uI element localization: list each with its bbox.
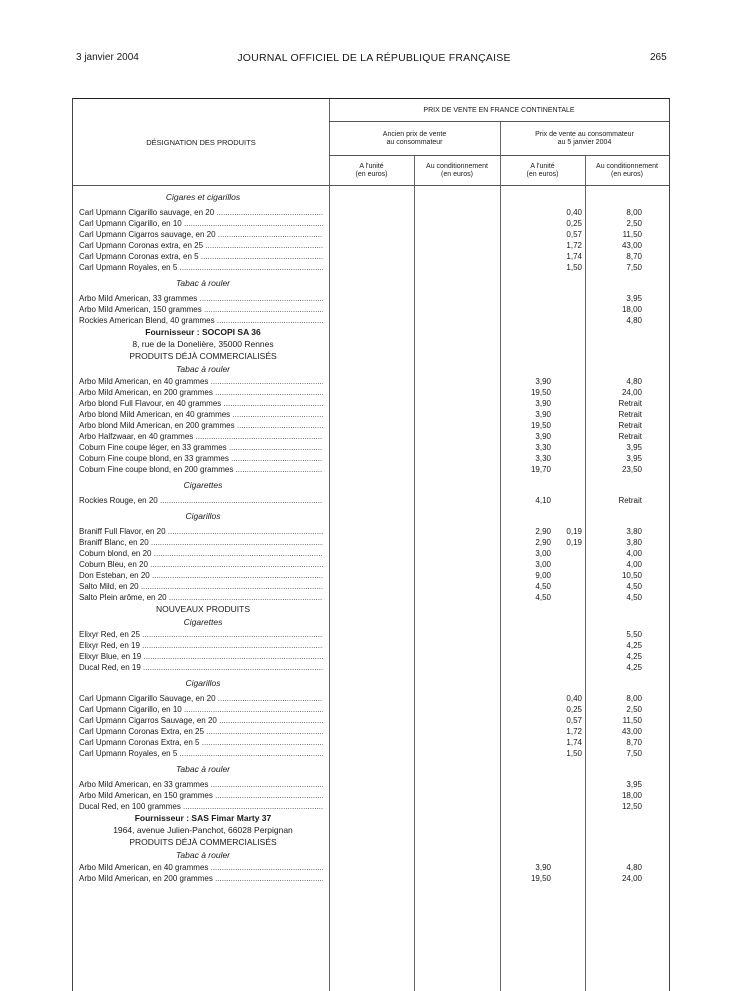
ancien-cond-value: 4,10 — [535, 496, 551, 505]
product-name: Braniff Full Flavor, en 20 ..... — [79, 526, 323, 537]
table-row — [73, 262, 669, 273]
product-name: Arbo Mild American, 33 grammes ..... — [79, 293, 323, 304]
header-rule-3 — [73, 185, 669, 186]
nouveau-cond-value: 4,25 — [626, 641, 642, 650]
cond-label: Au conditionnement — [426, 163, 488, 170]
nouveau-cond-value: Retrait — [618, 421, 642, 430]
product-name: Rockies American Blend, 40 grammes ..... — [79, 315, 323, 326]
product-name: Coburn Bleu, en 20 ..... — [79, 559, 323, 570]
product-name: Arbo Mild American, en 40 grammes ..... — [79, 376, 323, 387]
table-row — [73, 737, 669, 748]
table-row — [73, 862, 669, 873]
nouveau-cond-value: Retrait — [618, 410, 642, 419]
product-name: Carl Upmann Coronas Extra, en 25 ..... — [79, 726, 323, 737]
table-row — [73, 495, 669, 506]
ancien-cond-value: 3,90 — [535, 863, 551, 872]
nouveau-cond-value: 12,50 — [621, 802, 642, 811]
header-prix-vente: PRIX DE VENTE EN FRANCE CONTINENTALE — [423, 107, 575, 114]
nouveau-unite-value: 1,72 — [566, 727, 582, 736]
header-ancien-unite — [329, 163, 414, 179]
nouveau-cond-value: 4,50 — [626, 593, 642, 602]
section-heading: PRODUITS DÉJÀ COMMERCIALISÉS — [129, 837, 277, 847]
product-name: Coburn Fine coupe blond, en 200 grammes ..... — [79, 464, 323, 475]
table-row — [73, 526, 669, 537]
product-name: Arbo Mild American, en 200 grammes ..... — [79, 873, 323, 884]
category-heading: Tabac à rouler — [175, 850, 231, 860]
ancien-cond-value: 19,50 — [530, 421, 551, 430]
product-name: Carl Upmann Cigarillo Sauvage, en 20 ..... — [79, 693, 323, 704]
nouveau-cond-value: 4,80 — [626, 316, 642, 325]
product-name: Don Esteban, en 20 ..... — [79, 570, 323, 581]
product-name: Carl Upmann Royales, en 5 ..... — [79, 262, 323, 273]
table-row — [73, 629, 669, 640]
product-name: Carl Upmann Coronas extra, en 5 ..... — [79, 251, 323, 262]
supplier-heading: Fournisseur : SOCOPI SA 36 — [145, 327, 261, 337]
product-name: Arbo blond Full Flavour, en 40 grammes ..... — [79, 398, 323, 409]
category-heading: Cigarillos — [185, 511, 221, 521]
product-name: Elixyr Red, en 25 ..... — [79, 629, 323, 640]
nouveau-cond-value: 18,00 — [621, 791, 642, 800]
table-row — [73, 651, 669, 662]
header-nouveau-line1: Prix de vente au consommateur — [535, 131, 634, 138]
nouveau-unite-value: 1,50 — [566, 749, 582, 758]
nouveau-cond-value: 23,50 — [621, 465, 642, 474]
nouveau-unite-value: 0,57 — [566, 716, 582, 725]
category-heading: Tabac à rouler — [175, 364, 231, 374]
product-name: Coburn blond, en 20 ..... — [79, 548, 323, 559]
unite-label: A l'unité — [530, 163, 555, 170]
nouveau-cond-value: 11,50 — [622, 230, 642, 239]
table-row — [73, 229, 669, 240]
nouveau-cond-value: 11,50 — [622, 716, 642, 725]
table-row — [73, 420, 669, 431]
product-name: Coburn Fine coupe léger, en 33 grammes ..... — [79, 442, 323, 453]
nouveau-unite-value: 0,19 — [566, 538, 582, 547]
ancien-cond-value: 9,00 — [535, 571, 551, 580]
nouveau-unite-value: 1,72 — [566, 241, 582, 250]
table-row — [73, 790, 669, 801]
nouveau-cond-value: 3,95 — [626, 780, 642, 789]
product-name: Carl Upmann Coronas extra, en 25 ..... — [79, 240, 323, 251]
table-row — [73, 581, 669, 592]
nouveau-cond-value: 4,25 — [626, 663, 642, 672]
nouveau-cond-value: 3,95 — [626, 443, 642, 452]
table-row — [73, 387, 669, 398]
header-ancien — [329, 131, 500, 147]
nouveau-cond-value: 2,50 — [626, 219, 642, 228]
header-ancien-cond — [414, 163, 500, 179]
supplier-heading: Fournisseur : SAS Fimar Marty 37 — [134, 813, 272, 823]
nouveau-unite-value: 0,40 — [566, 208, 582, 217]
ancien-cond-value: 3,90 — [535, 432, 551, 441]
product-name: Carl Upmann Cigarros Sauvage, en 20 ..... — [79, 715, 323, 726]
ancien-cond-value: 3,00 — [535, 560, 551, 569]
category-heading: Cigarettes — [183, 480, 223, 490]
category-heading: Cigares et cigarillos — [165, 192, 241, 202]
table-row — [73, 726, 669, 737]
table-row — [73, 640, 669, 651]
header-rule-1 — [329, 121, 669, 122]
category-heading: Tabac à rouler — [175, 278, 231, 288]
table-row — [73, 801, 669, 812]
nouveau-cond-value: Retrait — [618, 496, 642, 505]
ancien-cond-value: 4,50 — [535, 593, 551, 602]
table-row — [73, 779, 669, 790]
ancien-cond-value: 3,90 — [535, 399, 551, 408]
nouveau-cond-value: 4,80 — [626, 863, 642, 872]
product-name: Braniff Blanc, en 20 ..... — [79, 537, 323, 548]
table-row — [73, 293, 669, 304]
ancien-cond-value: 2,90 — [535, 527, 551, 536]
header-ancien-line2: au consommateur — [386, 139, 443, 146]
nouveau-cond-value: 18,00 — [621, 305, 642, 314]
table-row — [73, 748, 669, 759]
nouveau-cond-value: 5,50 — [626, 630, 642, 639]
nouveau-unite-value: 1,74 — [566, 252, 582, 261]
product-name: Carl Upmann Cigarillo sauvage, en 20 ..... — [79, 207, 323, 218]
table-row — [73, 240, 669, 251]
nouveau-cond-value: 10,50 — [621, 571, 642, 580]
table-row — [73, 207, 669, 218]
table-row — [73, 559, 669, 570]
product-name: Carl Upmann Cigarillo, en 10 ..... — [79, 218, 323, 229]
nouveau-unite-value: 0,25 — [566, 705, 582, 714]
nouveau-unite-value: 0,19 — [566, 527, 582, 536]
product-name: Salto Mild, en 20 ..... — [79, 581, 323, 592]
table-row — [73, 409, 669, 420]
cond-label: Au conditionnement — [596, 163, 658, 170]
nouveau-cond-value: 3,95 — [626, 454, 642, 463]
ancien-cond-value: 19,70 — [530, 465, 551, 474]
product-name: Carl Upmann Royales, en 5 ..... — [79, 748, 323, 759]
product-name: Carl Upmann Coronas Extra, en 5 ..... — [79, 737, 323, 748]
table-body — [73, 187, 669, 884]
section-heading: NOUVEAUX PRODUITS — [156, 604, 250, 614]
nouveau-unite-value: 0,57 — [566, 230, 582, 239]
nouveau-cond-value: 8,70 — [626, 252, 642, 261]
nouveau-cond-value: Retrait — [618, 432, 642, 441]
product-name: Elixyr Red, en 19 ..... — [79, 640, 323, 651]
product-name: Arbo Mild American, en 40 grammes ..... — [79, 862, 323, 873]
category-heading: Tabac à rouler — [175, 764, 231, 774]
supplier-address: 1964, avenue Julien-Panchot, 66028 Perpignan — [113, 825, 293, 835]
table-row — [73, 570, 669, 581]
nouveau-cond-value: Retrait — [618, 399, 642, 408]
product-name: Ducal Red, en 100 grammes ..... — [79, 801, 323, 812]
nouveau-cond-value: 7,50 — [626, 263, 642, 272]
nouveau-cond-value: 8,00 — [626, 208, 642, 217]
table-row — [73, 315, 669, 326]
ancien-cond-value: 3,00 — [535, 549, 551, 558]
header-nouveau-unite — [500, 163, 585, 179]
table-row — [73, 304, 669, 315]
product-name: Arbo Mild American, en 150 grammes ..... — [79, 790, 323, 801]
product-name: Ducal Red, en 19 ..... — [79, 662, 323, 673]
header-rule-2 — [329, 155, 669, 156]
ancien-cond-value: 19,50 — [530, 388, 551, 397]
cond-unit: (en euros) — [611, 171, 643, 178]
nouveau-cond-value: 3,80 — [626, 527, 642, 536]
journal-title: JOURNAL OFFICIEL DE LA RÉPUBLIQUE FRANÇAISE — [237, 52, 511, 64]
product-name: Carl Upmann Cigarillo, en 10 ..... — [79, 704, 323, 715]
nouveau-cond-value: 7,50 — [626, 749, 642, 758]
nouveau-cond-value: 24,00 — [621, 874, 642, 883]
nouveau-cond-value: 2,50 — [626, 705, 642, 714]
page-date: 3 janvier 2004 — [76, 52, 139, 63]
ancien-cond-value: 3,30 — [535, 443, 551, 452]
product-name: Arbo Mild American, 150 grammes ..... — [79, 304, 323, 315]
product-name: Rockies Rouge, en 20 ..... — [79, 495, 323, 506]
table-row — [73, 715, 669, 726]
unite-unit: (en euros) — [355, 171, 388, 178]
ancien-cond-value: 4,50 — [535, 582, 551, 591]
product-name: Carl Upmann Cigarros sauvage, en 20 ..... — [79, 229, 323, 240]
ancien-cond-value: 2,90 — [535, 538, 551, 547]
product-name: Elixyr Blue, en 19 ..... — [79, 651, 323, 662]
category-heading: Cigarillos — [185, 678, 221, 688]
category-heading: Cigarettes — [183, 617, 223, 627]
table-row — [73, 398, 669, 409]
header-designation: DÉSIGNATION DES PRODUITS — [146, 138, 256, 147]
nouveau-unite-value: 0,25 — [566, 219, 582, 228]
cond-unit: (en euros) — [441, 171, 473, 178]
nouveau-cond-value: 4,00 — [626, 560, 642, 569]
nouveau-unite-value: 1,74 — [566, 738, 582, 747]
nouveau-cond-value: 8,00 — [626, 694, 642, 703]
header-ancien-line1: Ancien prix de vente — [382, 131, 447, 138]
ancien-cond-value: 19,50 — [530, 874, 551, 883]
table-row — [73, 537, 669, 548]
table-row — [73, 453, 669, 464]
nouveau-cond-value: 24,00 — [621, 388, 642, 397]
product-name: Arbo Halfzwaar, en 40 grammes ..... — [79, 431, 323, 442]
nouveau-cond-value: 4,50 — [626, 582, 642, 591]
unite-unit: (en euros) — [526, 171, 559, 178]
nouveau-cond-value: 4,25 — [626, 652, 642, 661]
price-table — [72, 98, 670, 991]
product-name: Arbo Mild American, en 33 grammes ..... — [79, 779, 323, 790]
header-nouveau-cond — [585, 163, 669, 179]
table-row — [73, 592, 669, 603]
header-nouveau — [500, 131, 669, 147]
nouveau-cond-value: 43,00 — [621, 727, 642, 736]
table-row — [73, 693, 669, 704]
supplier-address: 8, rue de la Donelière, 35000 Rennes — [132, 339, 274, 349]
nouveau-cond-value: 3,80 — [626, 538, 642, 547]
table-row — [73, 548, 669, 559]
product-name: Arbo blond Mild American, en 40 grammes ..... — [79, 409, 323, 420]
section-heading: PRODUITS DÉJÀ COMMERCIALISÉS — [129, 351, 277, 361]
nouveau-cond-value: 8,70 — [626, 738, 642, 747]
product-name: Salto Plein arôme, en 20 ..... — [79, 592, 323, 603]
unite-label: A l'unité — [359, 163, 384, 170]
nouveau-cond-value: 4,00 — [626, 549, 642, 558]
ancien-cond-value: 3,30 — [535, 454, 551, 463]
table-row — [73, 662, 669, 673]
table-row — [73, 873, 669, 884]
table-row — [73, 218, 669, 229]
product-name: Coburn Fine coupe blond, en 33 grammes ..... — [79, 453, 323, 464]
nouveau-cond-value: 4,80 — [626, 377, 642, 386]
product-name: Arbo Mild American, en 200 grammes ..... — [79, 387, 323, 398]
nouveau-unite-value: 0,40 — [566, 694, 582, 703]
table-row — [73, 464, 669, 475]
product-name: Arbo blond Mild American, en 200 grammes ..... — [79, 420, 323, 431]
table-row — [73, 442, 669, 453]
table-row — [73, 431, 669, 442]
table-row — [73, 704, 669, 715]
page-number: 265 — [650, 52, 667, 63]
ancien-cond-value: 3,90 — [535, 410, 551, 419]
nouveau-unite-value: 1,50 — [566, 263, 582, 272]
ancien-cond-value: 3,90 — [535, 377, 551, 386]
nouveau-cond-value: 43,00 — [621, 241, 642, 250]
table-row — [73, 251, 669, 262]
nouveau-cond-value: 3,95 — [626, 294, 642, 303]
header-nouveau-line2: au 5 janvier 2004 — [557, 139, 612, 146]
table-row — [73, 376, 669, 387]
